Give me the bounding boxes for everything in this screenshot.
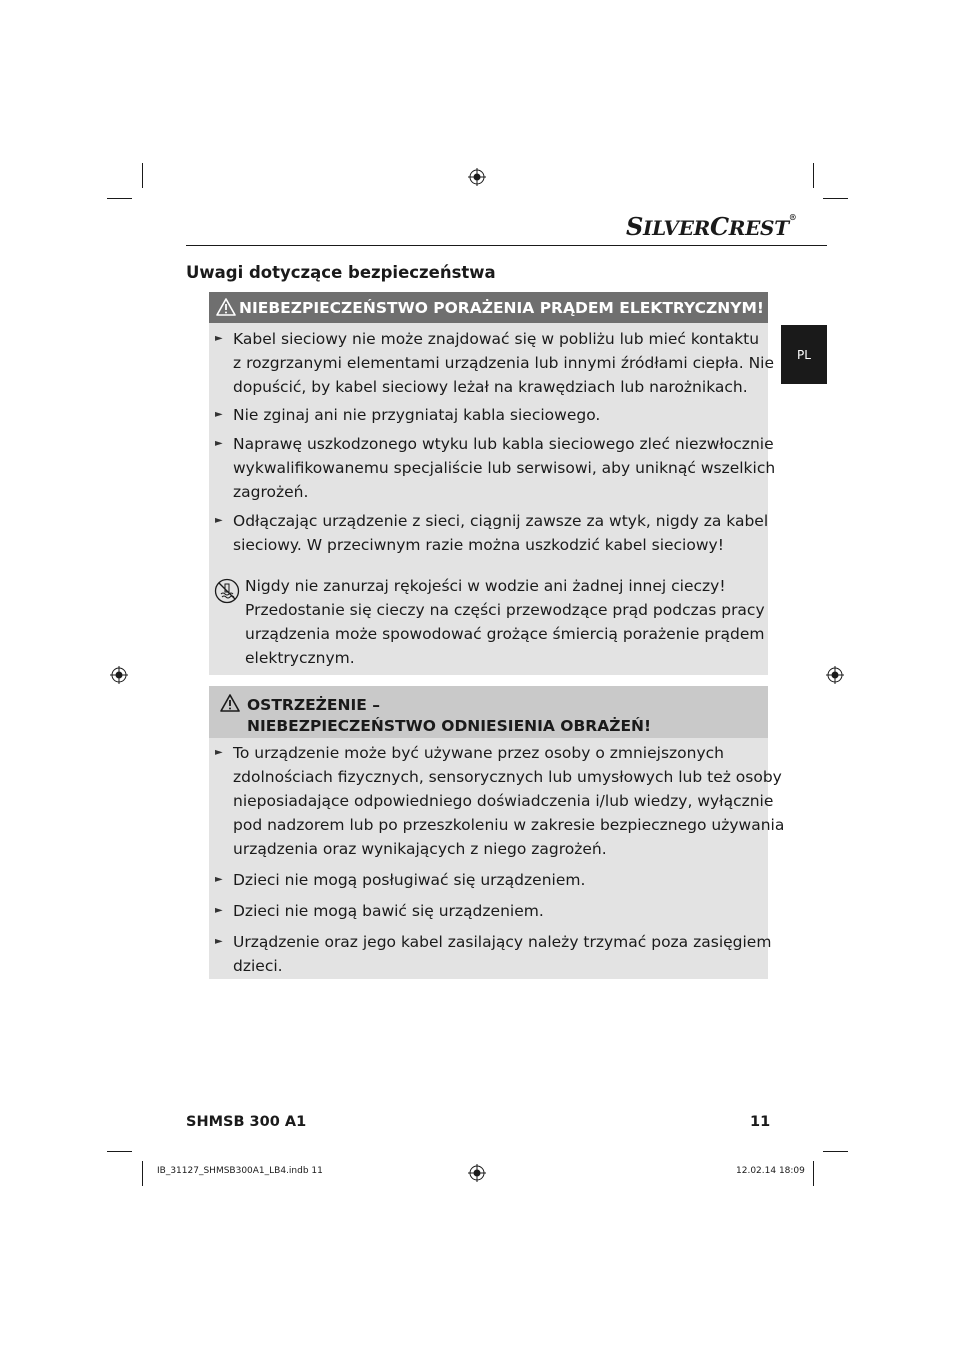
- slug-datetime: 12.02.14 18:09: [736, 1166, 805, 1176]
- crop-mark: [823, 198, 848, 199]
- brand-text: REST: [728, 216, 789, 240]
- registration-mark-icon: [826, 666, 844, 684]
- section-title: Uwagi dotyczące bezpieczeństwa: [186, 263, 496, 282]
- warning-heading: [209, 686, 768, 738]
- list-item: ► Naprawę uszkodzonego wtyku lub kabla sieciowego zleć niezwłocznie wykwalifikowanemu specjaliście lub serwisowi, aby uniknąć wszelkich zagrożeń.: [233, 432, 763, 504]
- bullet-icon: ►: [215, 874, 223, 885]
- bullet-icon: ►: [215, 438, 223, 449]
- list-item: ► To urządzenie może być używane przez osoby o zmniejszonych zdolnościach fizycznych, sensorycznych lub umysłowych lub też osoby nieposiadające odpowiedniego doświadczenia i/lub wiedzy, wyłącznie pod nadzorem lub po przeszkoleniu w zakresie bezpiecznego używania urządzenia oraz wynikających z niego zagrożeń.: [233, 741, 763, 861]
- bullet-icon: ►: [215, 905, 223, 916]
- list-item: ► Dzieci nie mogą bawić się urządzeniem.: [233, 899, 763, 923]
- bullet-icon: ►: [215, 515, 223, 526]
- bullet-icon: ►: [215, 333, 223, 344]
- footer-model: SHMSB 300 A1: [186, 1114, 307, 1130]
- brand-logo: [626, 212, 797, 241]
- list-item: ► Odłączając urządzenie z sieci, ciągnij zawsze za wtyk, nigdy za kabel sieciowy. W przeciwnym razie można uszkodzić kabel sieciowy!: [233, 509, 763, 557]
- crop-mark: [107, 1151, 132, 1152]
- bullet-icon: ►: [215, 747, 223, 758]
- crop-mark: [813, 1161, 814, 1186]
- warning-triangle-icon: [220, 694, 240, 712]
- list-item: ► Nie zginaj ani nie przygniataj kabla sieciowego.: [233, 403, 763, 427]
- injury-warning-box: [209, 686, 785, 979]
- slug-filename: IB_31127_SHMSB300A1_LB4.indb 11: [157, 1166, 323, 1176]
- language-tab: PL: [781, 325, 827, 384]
- warning-triangle-icon: [216, 298, 236, 316]
- registered-mark: ®: [788, 212, 797, 222]
- crop-mark: [142, 163, 143, 188]
- list-item: ► Urządzenie oraz jego kabel zasilający należy trzymać poza zasięgiem dzieci.: [233, 930, 763, 978]
- registration-mark-icon: [468, 168, 486, 186]
- crop-mark: [813, 163, 814, 188]
- registration-mark-icon: [110, 666, 128, 684]
- list-item: ► Kabel sieciowy nie może znajdować się w pobliżu lub mieć kontaktu z rozgrzanymi elementami urządzenia lub innymi źródłami ciepła. Nie dopuścić, by kabel sieciowy leżał na krawędziach lub narożnikach.: [233, 327, 763, 399]
- page-number: 11: [750, 1114, 771, 1130]
- registration-mark-icon: [468, 1164, 486, 1182]
- header-rule: [186, 245, 827, 246]
- no-immersion-icon: [214, 578, 240, 604]
- crop-mark: [142, 1161, 143, 1186]
- crop-mark: [823, 1151, 848, 1152]
- brand-letter: S: [626, 212, 644, 241]
- warning-heading: [209, 292, 768, 323]
- list-item: ► Dzieci nie mogą posługiwać się urządzeniem.: [233, 868, 763, 892]
- warning-heading-text: OSTRZEŻENIE – NIEBEZPIECZEŃSTWO ODNIESIENIA OBRAŻEŃ!: [247, 696, 652, 735]
- immersion-notice: Nigdy nie zanurzaj rękojeści w wodzie ani żadnej innej cieczy! Przedostanie się cieczy na części przewodzące prąd podczas pracy urządzenia może spowodować grożące śmiercią porażenie prądem elektrycznym.: [245, 577, 765, 667]
- brand-text: ILVER: [643, 216, 710, 240]
- electric-shock-warning-box: [209, 292, 776, 675]
- bullet-icon: ►: [215, 936, 223, 947]
- warning-heading-text: NIEBEZPIECZEŃSTWO PORAŻENIA PRĄDEM ELEKTRYCZNYM!: [239, 299, 764, 317]
- bullet-icon: ►: [215, 409, 223, 420]
- brand-letter: C: [709, 212, 729, 241]
- crop-mark: [107, 198, 132, 199]
